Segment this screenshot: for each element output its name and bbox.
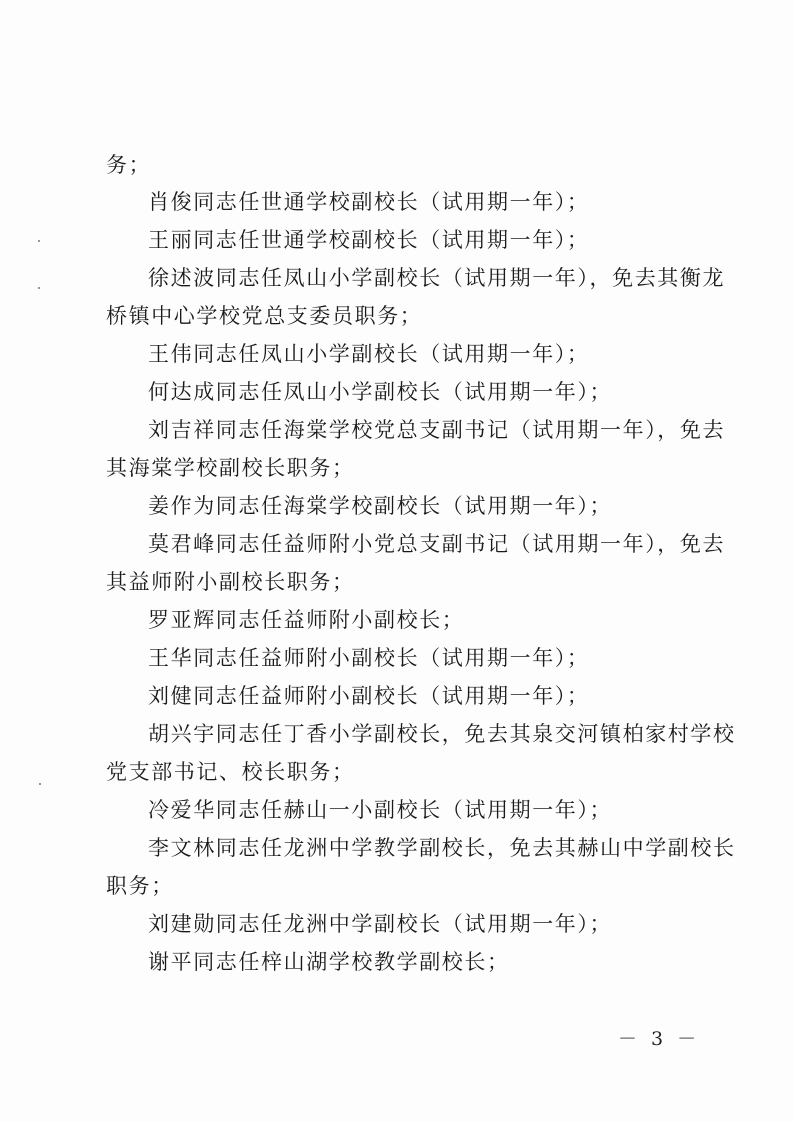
paragraph-line: 其益师附小副校长职务；	[106, 570, 355, 594]
paragraph-line: 谢平同志任梓山湖学校教学副校长；	[148, 950, 510, 974]
paragraph-line: 桥镇中心学校党总支委员职务；	[106, 304, 423, 328]
paragraph-line: 罗亚辉同志任益师附小副校长；	[148, 608, 465, 632]
paragraph-line: 胡兴宇同志任丁香小学副校长，免去其泉交河镇柏家村学校	[148, 722, 736, 746]
paragraph-line: 姜作为同志任海棠学校副校长（试用期一年）；	[148, 494, 613, 518]
paragraph-line: 其海棠学校副校长职务；	[106, 456, 355, 480]
paragraph-line: 肖俊同志任世通学校副校长（试用期一年）；	[148, 190, 590, 214]
scan-speck	[39, 783, 41, 785]
paragraph-line: 王丽同志任世通学校副校长（试用期一年）；	[148, 228, 590, 252]
paragraph-line: 李文林同志任龙洲中学教学副校长，免去其赫山中学副校长	[148, 836, 736, 860]
paragraph-line: 徐述波同志任凤山小学副校长（试用期一年），免去其衡龙	[148, 266, 726, 290]
paragraph-line: 职务；	[106, 874, 174, 898]
paragraph-line: 刘吉祥同志任海棠学校党总支副书记（试用期一年），免去	[148, 418, 726, 442]
page-number: － 3 －	[618, 1028, 701, 1050]
scan-speck	[38, 287, 40, 289]
paragraph-line: 刘建勋同志任龙洲中学副校长（试用期一年）；	[148, 912, 613, 936]
paragraph-line: 冷爱华同志任赫山一小副校长（试用期一年）；	[148, 798, 613, 822]
scan-speck	[38, 240, 40, 242]
paragraph-line: 党支部书记、校长职务；	[106, 760, 355, 784]
paragraph-line: 莫君峰同志任益师附小党总支副书记（试用期一年），免去	[148, 532, 726, 556]
paragraph-line: 刘健同志任益师附小副校长（试用期一年）；	[148, 684, 590, 708]
paragraph-line: 何达成同志任凤山小学副校长（试用期一年）；	[148, 380, 613, 404]
paragraph-line: 王伟同志任凤山小学副校长（试用期一年）；	[148, 342, 590, 366]
paragraph-line: 王华同志任益师附小副校长（试用期一年）；	[148, 646, 590, 670]
paragraph-line: 务；	[106, 153, 152, 177]
